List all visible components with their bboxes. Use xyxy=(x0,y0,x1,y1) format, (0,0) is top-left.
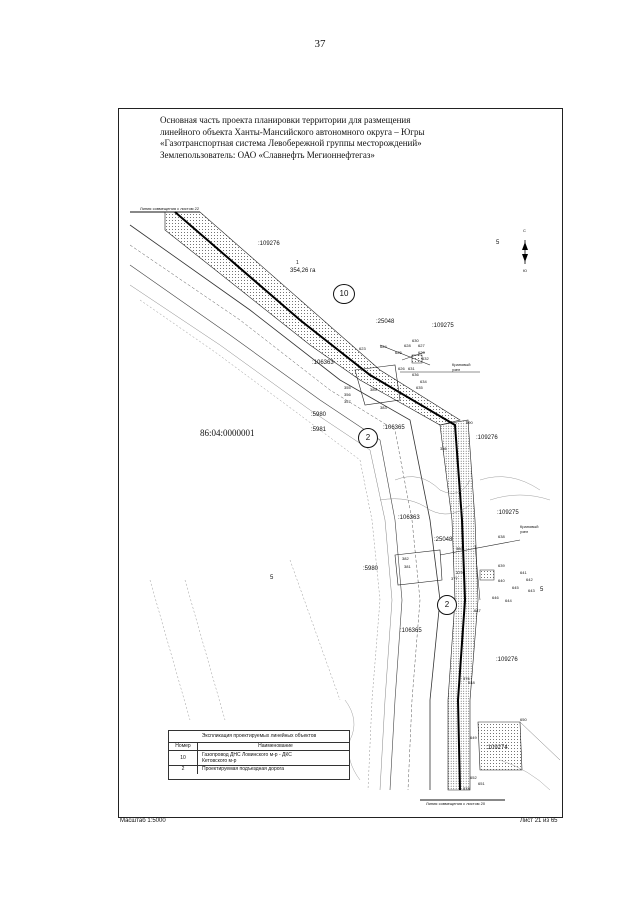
point-label: 357 xyxy=(344,399,351,404)
zone-5-top: 5 xyxy=(496,240,500,246)
point-label: 630 xyxy=(412,338,419,343)
point-label: 382 xyxy=(402,556,409,561)
parcel-25048-mid: :25048 xyxy=(434,537,453,543)
parcel-25048-top: :25048 xyxy=(376,319,395,325)
match-line-bottom-label: Линия совмещения с листом 20 xyxy=(426,801,486,806)
legend-col-name: Наименование xyxy=(258,743,293,749)
parcel-5981: :5981 xyxy=(311,427,327,433)
page-number: 37 xyxy=(314,38,326,50)
point-label: 377 xyxy=(451,576,458,581)
point-label: 643 xyxy=(528,588,535,593)
legend-row-number: 10 xyxy=(169,751,198,765)
gas-pipeline-line xyxy=(175,212,465,790)
point-label: 646 xyxy=(492,595,499,600)
parcel-109275-mid: :109275 xyxy=(497,510,519,516)
point-label: 356 xyxy=(344,392,351,397)
parcel-106365-top: :106365 xyxy=(383,425,405,431)
title-line-4: Землепользователь: ОАО «Славнефть Мегионнефтегаз» xyxy=(160,149,375,160)
road-badge-bottom: 2 xyxy=(437,595,457,615)
point-label: 624 xyxy=(380,344,387,349)
north-arrow-icon xyxy=(519,232,531,272)
parcel-5980-mid: :5980 xyxy=(363,566,379,572)
point-label: 634 xyxy=(420,379,427,384)
parcel-106363-top: :106363 xyxy=(312,360,334,366)
point-label: 652 xyxy=(470,775,477,780)
point-label: 638 xyxy=(498,534,505,539)
legend-row xyxy=(169,751,349,766)
existing-road-a xyxy=(130,265,402,790)
parcel-109276-mid: :109276 xyxy=(476,435,498,441)
point-label: 644 xyxy=(505,598,512,603)
point-label: 647 xyxy=(474,608,481,613)
legend-col-number: Номер xyxy=(169,743,198,750)
compass-south: Ю xyxy=(523,268,528,273)
gas-pipeline-badge: 10 xyxy=(333,284,355,304)
crane-node-top: Крановый узел xyxy=(452,362,471,372)
boundary-line-b xyxy=(130,245,420,790)
zone-5-right: 5 xyxy=(540,587,544,593)
parcel-106363-mid: :106363 xyxy=(398,515,420,521)
point-label: 625 xyxy=(395,350,402,355)
crane-node-bottom: Крановый узел xyxy=(520,524,539,534)
point-label: 623 xyxy=(359,346,366,351)
existing-road-c xyxy=(140,300,380,790)
legend-caption: Экспликация проектируемых линейных объектов xyxy=(169,731,349,743)
title-line-1: Основная часть проекта планировки территории для размещения xyxy=(160,115,411,125)
legend-row-name: Газопровод ДНС Ловинского м-р - ДКС Кетовского м-р xyxy=(202,752,292,764)
point-label: 649 xyxy=(470,735,477,740)
point-label: 383 xyxy=(380,405,387,410)
point-label: 651 xyxy=(478,781,485,786)
point-label: 650 xyxy=(520,717,527,722)
area-prefix: 1 xyxy=(296,260,299,266)
point-label: 639 xyxy=(498,563,505,568)
point-label: 385 xyxy=(370,387,377,392)
point-label: 636 xyxy=(412,372,419,377)
point-label: 632 xyxy=(422,356,429,361)
right-of-way-upper xyxy=(165,212,460,425)
parcel-109276-top: :109276 xyxy=(258,241,280,247)
road-badge-top: 2 xyxy=(358,428,378,448)
point-label: 635 xyxy=(416,385,423,390)
title-line-3: «Газотранспортная система Левобережной группы месторождений» xyxy=(160,138,422,148)
point-label: 386 xyxy=(440,446,447,451)
point-label: 378 xyxy=(463,786,470,791)
sheet-label: Лист 21 из 65 xyxy=(520,818,558,824)
point-label: 648 xyxy=(468,680,475,685)
point-label: 628 xyxy=(404,343,411,348)
match-line-top-label: Линия совмещения с листом 22 xyxy=(140,206,200,211)
point-label: 380 xyxy=(456,546,463,551)
point-label: 645 xyxy=(512,585,519,590)
point-label: 627 xyxy=(418,343,425,348)
area-label: 354,26 га xyxy=(290,268,316,274)
point-label: 381 xyxy=(404,564,411,569)
parcel-106365-mid: :106365 xyxy=(400,628,422,634)
point-label: 690 xyxy=(466,420,473,425)
cadastral-quarter: 86:04:0000001 xyxy=(200,428,255,438)
title-line-2: линейного объекта Ханты-Мансийского автономного округа – Югры xyxy=(160,126,425,137)
point-label: 376 xyxy=(463,676,470,681)
legend-row-number: 2 xyxy=(169,766,198,774)
point-label: 626 xyxy=(398,366,405,371)
parcel-109275-top: :109275 xyxy=(432,323,454,329)
point-label: 379 xyxy=(456,570,463,575)
parcel-5980-top: :5980 xyxy=(311,412,327,418)
point-label: 631 xyxy=(408,366,415,371)
point-label: 629 xyxy=(418,350,425,355)
parcel-109276-low: :109276 xyxy=(496,657,518,663)
parcel-109274: :109274 xyxy=(486,745,508,751)
point-label: 640 xyxy=(498,578,505,583)
legend-row xyxy=(169,766,349,774)
point-label: 642 xyxy=(526,577,533,582)
zone-5-left: 5 xyxy=(270,575,274,581)
legend-table xyxy=(168,730,350,780)
legend-header xyxy=(169,743,349,751)
scale-label: Масштаб 1:5000 xyxy=(120,818,166,824)
legend-row-name: Проектируемая подъездная дорога xyxy=(202,766,285,772)
point-label: 641 xyxy=(520,570,527,575)
point-label: 355 xyxy=(344,385,351,390)
compass-north: С xyxy=(523,228,526,233)
